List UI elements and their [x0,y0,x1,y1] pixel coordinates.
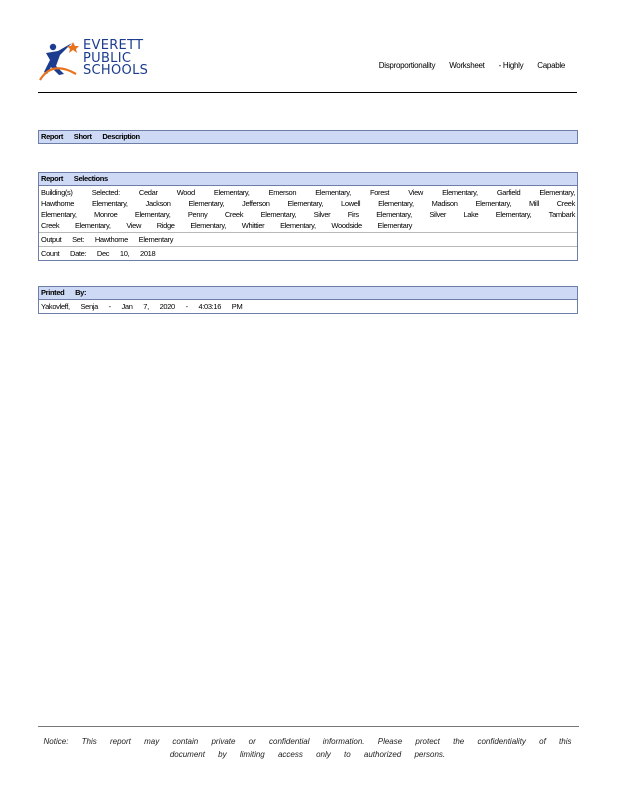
district-logo [38,40,158,90]
short-description-heading: Report Short Description [39,131,577,143]
confidentiality-notice: Notice: This report may contain private or confidential information. Please protect the confidentiality of this document by limiting access only to authorized persons. [43,737,572,759]
header-divider [38,92,577,93]
printed-by-section [38,286,578,314]
logo-wordmark: EVERETT PUBLIC SCHOOLS [83,38,149,78]
report-title: Disproportionality Worksheet - Highly Capable [378,61,565,70]
printed-by-heading: Printed By: [39,287,577,300]
footer-divider [38,726,579,727]
buildings-selected: Building(s) Selected: Cedar Wood Elementary, Emerson Elementary, Forest View Elementary, Garfield Elementary, Hawthorne Elementary, Jackson Elementary, Jefferson Elementary, Lowell Elementary, Madison Elementary, Mill Creek Elementary, Monroe Elementary, Penny Creek Elementary, Silver Firs Elementary, Silver Lake Elementary, Tambark Creek Elementary, View Ridge Elementary, Whittier Elementary, Woodside Elementary [39,186,577,233]
count-date: Count Date: Dec 10, 2018 [41,249,156,258]
printed-by-value: Yakovleff, Senja - Jan 7, 2020 - 4:03:16 PM [41,302,243,311]
short-description-section [38,130,578,144]
report-selections-heading: Report Selections [39,173,577,186]
output-set: Output Set: Hawthorne Elementary [39,233,577,247]
report-selections-section [38,172,578,261]
logo-figure-icon [38,40,84,86]
